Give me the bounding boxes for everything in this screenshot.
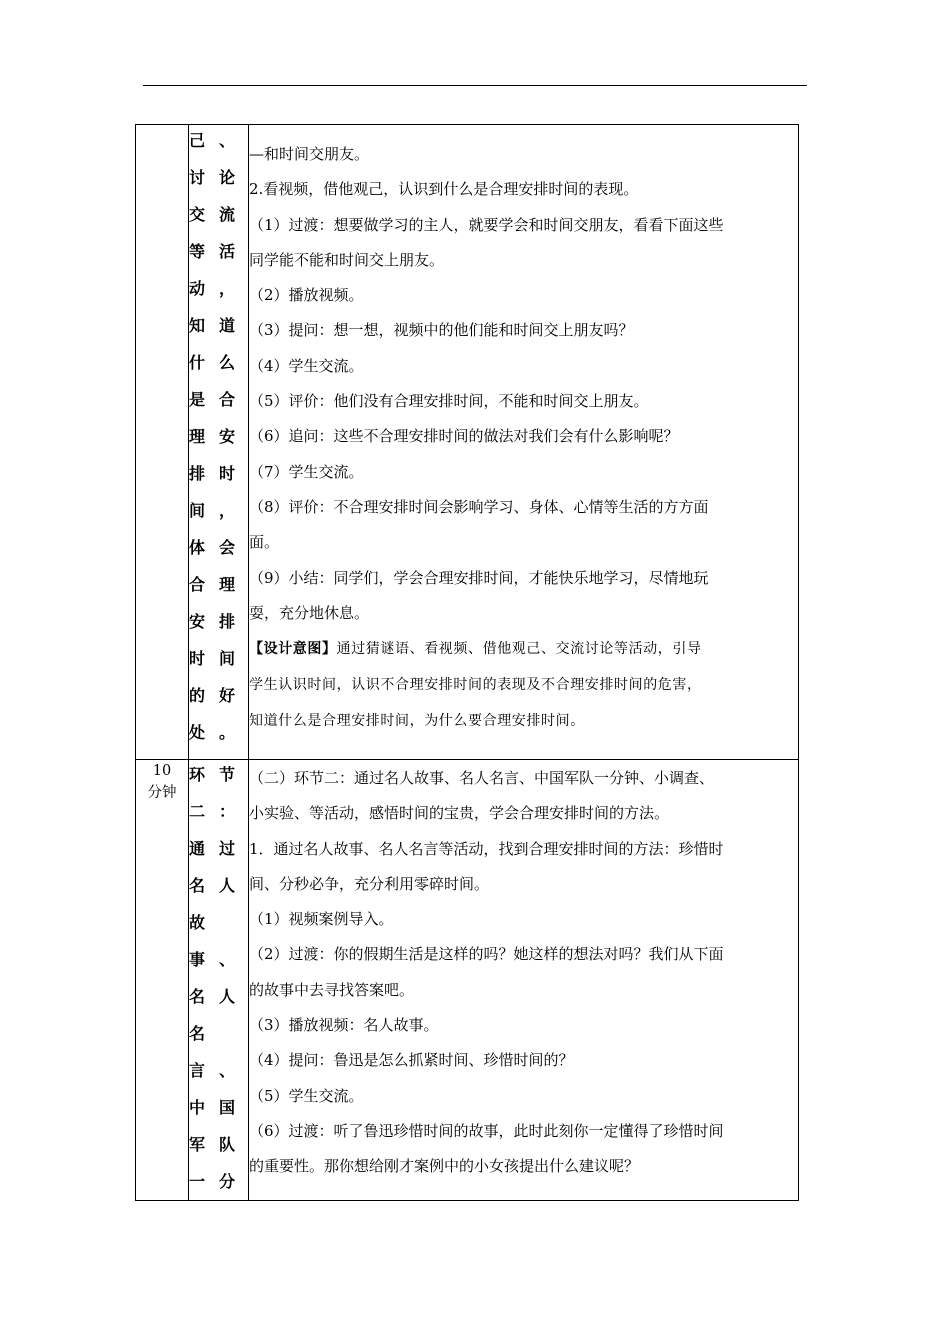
goal-line: 排时 xyxy=(189,464,250,483)
process-line: （3）播放视频：名人故事。 xyxy=(249,1016,439,1035)
goal-line: 二： xyxy=(189,802,250,821)
goal-line: 名人 xyxy=(189,987,250,1006)
process-line: —和时间交朋友。 xyxy=(249,145,370,163)
time-cell xyxy=(136,760,189,1201)
goal-line: 一分 xyxy=(189,1172,250,1191)
process-cell xyxy=(249,125,799,760)
goal-line: 体会 xyxy=(189,538,250,557)
process-line: 面。 xyxy=(249,533,280,552)
goal-line: 的好 xyxy=(189,686,250,705)
process-line: （2）播放视频。 xyxy=(249,286,364,305)
goal-line: 间， xyxy=(189,501,250,520)
process-line: （二）环节二：通过名人故事、名人名言、中国军队一分钟、小调查、 xyxy=(249,769,715,787)
process-cell xyxy=(249,760,799,1201)
goal-line: 己、 xyxy=(189,131,250,150)
process-line: （9）小结：同学们，学会合理安排时间，才能快乐地学习，尽情地玩 xyxy=(249,568,709,587)
goal-line: 军队 xyxy=(189,1135,250,1154)
goal-line: 动， xyxy=(189,279,250,298)
time-unit: 分钟 xyxy=(147,785,177,801)
goal-line: 什么 xyxy=(189,353,250,372)
time-value: 10 xyxy=(152,763,172,779)
process-line: 间、分秒必争，充分利用零碎时间。 xyxy=(249,874,490,893)
goal-line: 等活 xyxy=(189,242,250,261)
process-line: （5）学生交流。 xyxy=(249,1086,364,1105)
table-row xyxy=(136,760,799,1201)
process-line: （4）学生交流。 xyxy=(249,356,364,375)
goal-line: 故 xyxy=(189,913,220,932)
process-line: （3）提问：想一想，视频中的他们能和时间交上朋友吗？ xyxy=(249,321,634,340)
design-intent-line xyxy=(249,631,798,667)
process-line: 小实验、等活动，感悟时间的宝贵，学会合理安排时间的方法。 xyxy=(249,804,670,823)
goal-line: 交流 xyxy=(189,205,250,224)
process-line: （1）过渡：想要做学习的主人，就要学会和时间交朋友，看看下面这些 xyxy=(249,215,724,234)
goal-line: 事、 xyxy=(189,950,250,969)
process-line: 1．通过名人故事、名人名言等活动，找到合理安排时间的方法：珍惜时 xyxy=(249,839,724,858)
goal-line: 环节 xyxy=(189,765,250,784)
header-rule xyxy=(143,85,807,86)
table-row xyxy=(136,125,799,760)
goal-line: 安排 xyxy=(189,612,250,631)
process-line: 耍，充分地休息。 xyxy=(249,603,370,622)
goal-line: 名 xyxy=(189,1024,220,1043)
process-line: （6）追问：这些不合理安排时间的做法对我们会有什么影响呢？ xyxy=(249,427,679,446)
process-line: 同学能不能和时间交上朋友。 xyxy=(249,250,445,269)
goal-line: 时间 xyxy=(189,649,250,668)
process-line: （6）过渡：听了鲁迅珍惜时间的故事，此时此刻你一定懂得了珍惜时间 xyxy=(249,1121,724,1140)
goal-line: 通过 xyxy=(189,839,250,858)
process-line: （8）评价：不合理安排时间会影响学习、身体、心情等生活的方方面 xyxy=(249,497,709,516)
process-line: （5）评价：他们没有合理安排时间，不能和时间交上朋友。 xyxy=(249,392,649,411)
process-line: （1）视频案例导入。 xyxy=(249,910,394,929)
design-intent-tag: 【设计意图】 xyxy=(249,641,337,658)
lesson-plan-table xyxy=(135,124,799,1201)
goal-line: 名人 xyxy=(189,876,250,895)
design-intent-line: 知道什么是合理安排时间，为什么要合理安排时间。 xyxy=(249,713,585,730)
goal-line: 言、 xyxy=(189,1061,250,1080)
goal-line: 讨论 xyxy=(189,168,250,187)
process-line: （4）提问：鲁迅是怎么抓紧时间、珍惜时间的？ xyxy=(249,1051,574,1070)
goal-line: 合理 xyxy=(189,575,250,594)
goal-line: 处。 xyxy=(189,723,250,742)
time-cell xyxy=(136,125,189,760)
goal-cell xyxy=(189,760,249,1201)
goal-line: 知道 xyxy=(189,316,250,335)
process-line: 的重要性。那你想给刚才案例中的小女孩提出什么建议呢？ xyxy=(249,1157,640,1176)
process-line: 2.看视频，借他观己，认识到什么是合理安排时间的表现。 xyxy=(249,180,639,199)
goal-line: 理安 xyxy=(189,427,250,446)
process-line: （2）过渡：你的假期生活是这样的吗？她这样的想法对吗？我们从下面 xyxy=(249,945,724,964)
process-line: 的故事中去寻找答案吧。 xyxy=(249,980,415,999)
goal-cell xyxy=(189,125,249,760)
goal-line: 中国 xyxy=(189,1098,250,1117)
goal-line: 是合 xyxy=(189,390,250,409)
design-intent-text: 通过猜谜语、看视频、借他观己、交流讨论等活动，引导 xyxy=(336,641,702,658)
design-intent-line: 学生认识时间，认识不合理安排时间的表现及不合理安排时间的危害， xyxy=(249,677,702,694)
process-line: （7）学生交流。 xyxy=(249,462,364,481)
